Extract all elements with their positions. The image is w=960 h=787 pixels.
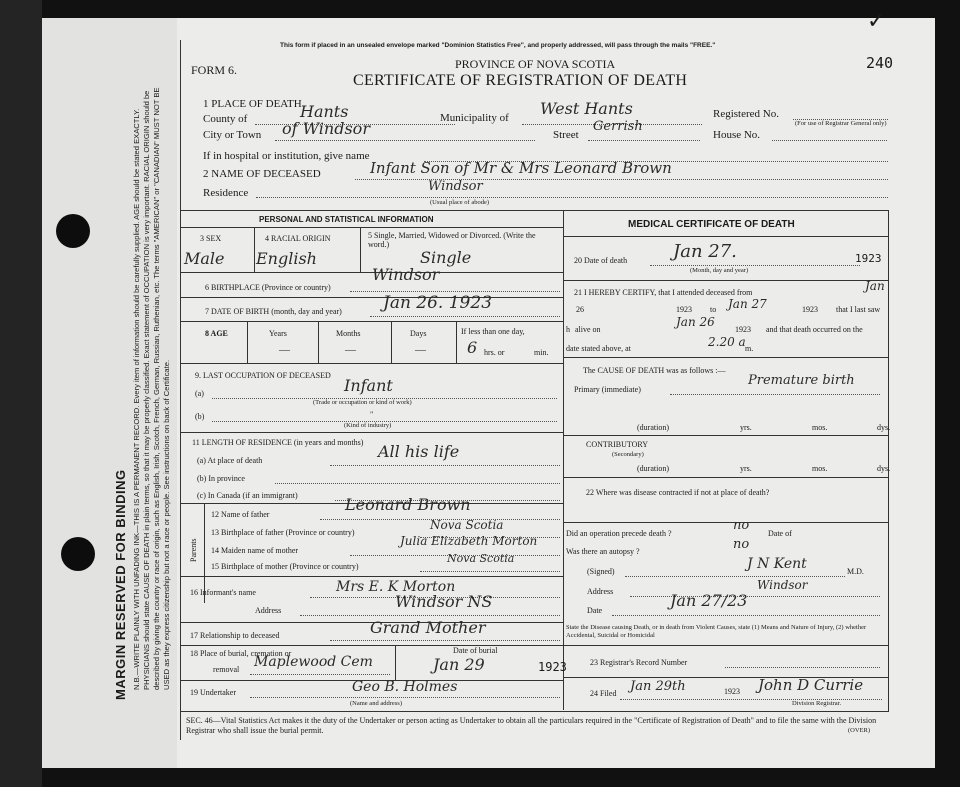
house-no-label: House No. (713, 129, 761, 141)
primary-yrs-label: yrs. (740, 423, 752, 432)
burial-date-value: Jan 29 (433, 655, 485, 674)
right-border (888, 210, 889, 711)
occupation-value: Infant (344, 376, 393, 395)
dob-line (370, 316, 560, 317)
house-no-line (772, 140, 887, 141)
med-rule-3 (563, 435, 888, 436)
operation-label: Did an operation precede death ? (566, 529, 672, 538)
record-number-label: 23 Registrar's Record Number (590, 658, 688, 667)
primary-dys-label: dys. (877, 423, 891, 432)
age-div-3 (391, 321, 392, 363)
medical-heading-rule (563, 236, 888, 237)
contributory-label: CONTRIBUTORY (586, 440, 649, 449)
relationship-value: Grand Mother (370, 618, 486, 637)
date-of-label: Date of (768, 529, 792, 538)
county-label: County of (203, 113, 248, 125)
removal-label: removal (213, 665, 240, 674)
minutes-label: min. (534, 348, 549, 357)
deceased-name-value: Infant Son of Mr & Mrs Leonard Brown (370, 159, 672, 177)
occupation-label: 9. LAST OCCUPATION OF DECEASED (195, 371, 331, 380)
personal-heading: PERSONAL AND STATISTICAL INFORMATION (259, 215, 434, 224)
county-value: Hants (300, 102, 349, 121)
violent-causes-note: State the Disease causing Death, or in death from Violent Causes, state (1) Means and Nature of Injury, (2) whether Accidental, Suicidal or Homicidal (566, 624, 867, 639)
province-title: PROVINCE OF NOVA SCOTIA (455, 57, 616, 71)
autopsy-value: no (733, 537, 750, 552)
months-value: — (345, 344, 356, 356)
occupation-b-mark: " (370, 410, 374, 419)
margin-instructions: N.B.—WRITE PLAINLY WITH UNFADING INK—THIS IS A PERMANENT RECORD. Every item of information should be carefully supplied. AGE should be stated EXACTLY. PHYSICIANS should state CAUSE OF DEATH in plain terms, so that it may be properly classified. Exact statement of OCCUPATION is very important. RACIAL ORIGIN should be described by giving the country or race of origin, such as English, Irish, Scotch, French, German, Russian, Ruthenian, etc. The terms "AMERICAN" or "CANADIAN" MUST NOT BE USED as they express citizenship but not a race or people. See instructions on back of Certificate. (132, 87, 171, 690)
contracted-label: 22 Where was disease contracted if not at place of death? (586, 488, 770, 497)
adjacent-page-edge (0, 0, 42, 787)
h-label: h (566, 325, 570, 334)
cause-label: The CAUSE OF DEATH was as follows :— (583, 366, 726, 375)
occupation-note-a: (Trade or occupation or kind of work) (313, 399, 412, 406)
residence-line (256, 197, 888, 198)
from-month-value: Jan (865, 279, 885, 293)
primary-duration-label: (duration) (637, 423, 669, 432)
death-date-value: Jan 27. (673, 241, 737, 262)
punch-hole-bottom (61, 537, 95, 571)
dob-label: 7 DATE OF BIRTH (month, day and year) (205, 307, 342, 316)
deceased-name-label: 2 NAME OF DECEASED (203, 168, 321, 180)
secondary-label: (Secondary) (612, 451, 644, 458)
in-province-label: (b) In province (197, 474, 245, 483)
certify-label: 21 I HEREBY CERTIFY, that I attended deceased from (574, 288, 753, 297)
alive-on-label: alive on (575, 325, 601, 334)
at-place-line (330, 465, 560, 466)
age-div-2 (318, 321, 319, 363)
days-label: Days (410, 329, 427, 338)
municipality-value: West Hants (540, 99, 633, 118)
father-birthplace-value: Nova Scotia (430, 518, 504, 532)
binding-margin-label: MARGIN RESERVED FOR BINDING (113, 469, 128, 700)
from-year-value: 1923 (676, 305, 692, 314)
stated-time-label: date stated above, at (566, 344, 631, 353)
father-name-value: Leonard Brown (345, 495, 471, 514)
burial-place-value: Maplewood Cem (254, 654, 373, 670)
contributory-duration-label: (duration) (637, 464, 669, 473)
hospital-label: If in hospital or institution, give name (203, 150, 370, 162)
age-label: 8 AGE (205, 329, 228, 338)
hours-value: 6 (467, 338, 478, 357)
mother-name-label: 14 Maiden name of mother (211, 546, 299, 555)
birthplace-value: Windsor (372, 265, 440, 284)
occupation-note-b: (Kind of industry) (344, 422, 392, 429)
certificate-title: CERTIFICATE OF REGISTRATION OF DEATH (353, 72, 688, 89)
to-label: to (710, 305, 717, 314)
check-mark: ✓ (867, 9, 886, 34)
burial-date-label: Date of burial (453, 646, 498, 655)
city-value: of Windsor (282, 119, 370, 138)
street-line (588, 140, 700, 141)
row-rule-9 (181, 645, 563, 646)
parents-label: Parents (189, 538, 198, 562)
informant-label: 16 Informant's name (190, 588, 256, 597)
section-46-note: SEC. 46—Vital Statistics Act makes it the duty of the Undertaker or person acting as Undertaker to obtain all the particulars required in the "Certificate of Registration of Death" and to file the same with the Division Registrar who shall issue the burial permit. (186, 716, 877, 735)
filed-year-value: 1923 (724, 687, 740, 696)
mother-name-value: Julia Elizabeth Morton (400, 534, 538, 548)
months-label: Months (336, 329, 361, 338)
burial-place-line (250, 674, 390, 675)
occupation-a-label: (a) (195, 389, 204, 398)
burial-divider (395, 645, 396, 680)
med-rule-5 (563, 522, 888, 523)
residence-note: (Usual place of abode) (430, 199, 490, 206)
med-rule-2 (563, 357, 888, 358)
dob-value: Jan 26. 1923 (383, 293, 493, 313)
death-year-value: 1923 (855, 252, 882, 265)
alive-date-value: Jan 26 (676, 315, 715, 329)
record-number-line (725, 667, 880, 668)
father-birthplace-label: 13 Birthplace of father (Province or country) (211, 528, 355, 537)
marital-value: Single (420, 248, 472, 267)
over-label: (OVER) (848, 727, 871, 734)
in-province-line (275, 483, 560, 484)
personal-heading-rule (181, 227, 563, 228)
left-border (180, 40, 181, 740)
med-rule-1 (563, 280, 888, 281)
row-rule-7 (181, 576, 563, 577)
undertaker-value: Geo B. Holmes (352, 679, 458, 695)
from-day-value: 26 (576, 305, 584, 314)
years-value: — (279, 344, 290, 356)
death-date-line (650, 265, 860, 266)
certificate-number: 240 (866, 54, 894, 72)
md-label: M.D. (847, 567, 864, 576)
signed-label: (Signed) (587, 567, 615, 576)
street-value: Gerrish (593, 119, 643, 134)
in-canada-label: (c) In Canada (if an immigrant) (197, 491, 298, 500)
table-bottom-border (181, 711, 889, 712)
physician-date-label: Date (587, 606, 603, 615)
racial-label: 4 RACIAL ORIGIN (265, 234, 331, 243)
city-line (275, 140, 535, 141)
physician-address-value: Windsor (757, 578, 808, 592)
years-label: Years (269, 329, 287, 338)
undertaker-note: (Name and address) (350, 700, 402, 707)
operation-value: no (733, 518, 750, 533)
racial-divider (360, 227, 361, 273)
marital-label: 5 Single, Married, Widowed or Divorced. (Write the word.) (368, 231, 536, 249)
age-div-4 (456, 321, 457, 363)
less-than-day-label: If less than one day, (461, 327, 525, 336)
table-top-border (181, 210, 889, 211)
days-value: — (415, 344, 426, 356)
m-label: m. (745, 344, 754, 353)
mother-birthplace-value: Nova Scotia (447, 552, 515, 565)
death-occurred-label: and that death occurred on the (766, 325, 863, 334)
relationship-line (330, 640, 560, 641)
physician-date-value: Jan 27/23 (670, 591, 748, 610)
autopsy-label: Was there an autopsy ? (566, 547, 640, 556)
undertaker-line (250, 697, 560, 698)
row-rule-4 (181, 363, 563, 364)
informant-address-value: Windsor NS (395, 592, 493, 611)
death-time-value: 2.20 a (708, 335, 746, 349)
municipality-label: Municipality of (440, 112, 509, 124)
at-place-value: All his life (378, 442, 460, 461)
sex-value: Male (184, 249, 225, 268)
residence-value: Windsor (428, 179, 483, 194)
burial-year-value: 1923 (538, 660, 567, 674)
physician-date-line (612, 615, 880, 616)
informant-value: Mrs E. K Morton (336, 579, 456, 595)
undertaker-label: 19 Undertaker (190, 688, 236, 697)
filed-label: 24 Filed (590, 689, 617, 698)
filed-date-value: Jan 29th (630, 679, 686, 694)
filed-line (620, 699, 882, 700)
contributory-mos-label: mos. (812, 464, 828, 473)
primary-mos-label: mos. (812, 423, 828, 432)
burial-place-label: 18 Place of burial, cremation or (190, 649, 292, 658)
residence-length-label: 11 LENGTH OF RESIDENCE (in years and months) (192, 438, 364, 447)
primary-line (670, 394, 880, 395)
registered-no-label: Registered No. (713, 108, 779, 120)
place-of-death-label: 1 PLACE OF DEATH (203, 98, 302, 110)
medical-heading: MEDICAL CERTIFICATE OF DEATH (628, 219, 795, 230)
contributory-dys-label: dys. (877, 464, 891, 473)
registrar-note: Division Registrar. (792, 700, 842, 707)
residence-label: Residence (203, 187, 249, 199)
informant-address-line (300, 615, 560, 616)
row-rule-2 (181, 297, 563, 298)
punch-hole-top (56, 214, 90, 248)
sex-divider (254, 227, 255, 273)
contributory-yrs-label: yrs. (740, 464, 752, 473)
registrar-signature: John D Currie (758, 676, 864, 694)
to-year-value: 1923 (802, 305, 818, 314)
death-date-label: 20 Date of death (574, 256, 628, 265)
med-rule-4 (563, 477, 888, 478)
age-div-1 (247, 321, 248, 363)
alive-year-value: 1923 (735, 325, 751, 334)
mother-birthplace-line (420, 571, 560, 572)
to-date-value: Jan 27 (728, 297, 767, 311)
death-date-note: (Month, day and year) (690, 267, 749, 274)
relationship-label: 17 Relationship to deceased (190, 631, 280, 640)
physician-address-line (630, 596, 880, 597)
street-label: Street (553, 129, 579, 141)
at-place-label: (a) At place of death (197, 456, 263, 465)
mail-notice: This form if placed in an unsealed envelope marked "Dominion Statistics Free", and properly addressed, will pass through the mails "FREE." (280, 42, 716, 49)
informant-address-label: Address (255, 606, 282, 615)
primary-value: Premature birth (748, 373, 855, 388)
occupation-b-label: (b) (195, 412, 205, 421)
hours-label: hrs. or (484, 348, 505, 357)
registered-no-note: (For use of Registrar General only) (795, 120, 887, 127)
form-number: FORM 6. (191, 63, 238, 77)
last-saw-label: that I last saw (836, 305, 881, 314)
sex-label: 3 SEX (200, 234, 222, 243)
center-divider (563, 210, 564, 710)
physician-address-label: Address (587, 587, 614, 596)
row-rule-5 (181, 432, 563, 433)
birthplace-label: 6 BIRTHPLACE (Province or country) (205, 283, 331, 292)
row-rule-3 (181, 321, 563, 322)
primary-label: Primary (immediate) (574, 385, 641, 394)
birthplace-line (350, 291, 560, 292)
city-label: City or Town (203, 129, 262, 141)
father-name-label: 12 Name of father (211, 510, 270, 519)
racial-value: English (256, 249, 317, 268)
signed-line (625, 576, 845, 577)
med-rule-6 (563, 645, 888, 646)
mother-birthplace-label: 15 Birthplace of mother (Province or country) (211, 562, 359, 571)
physician-signature: J N Kent (747, 556, 807, 572)
